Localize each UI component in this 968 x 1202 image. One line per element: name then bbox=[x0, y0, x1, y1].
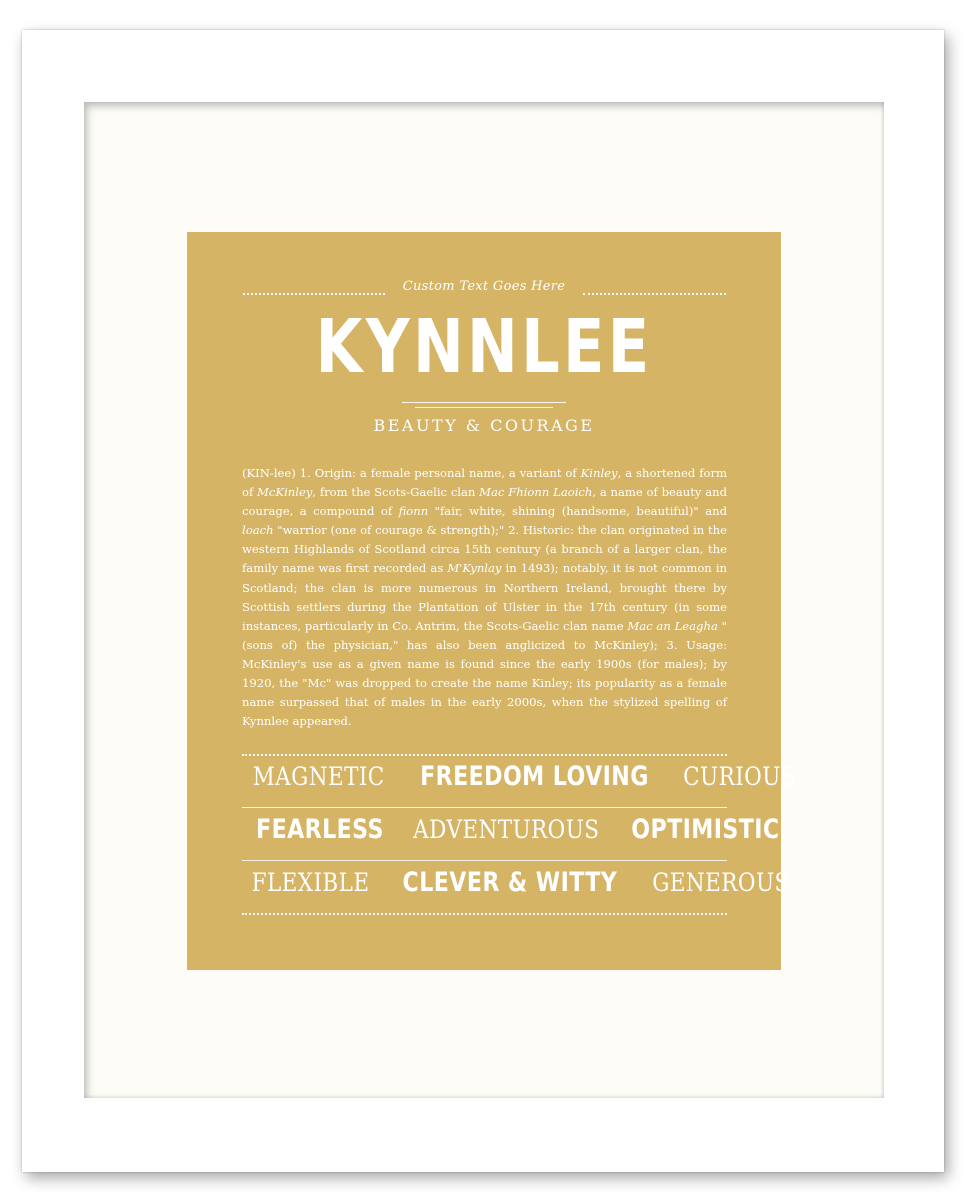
definition-italic-term: Mac an Leagha bbox=[627, 618, 718, 633]
trait-word: CURIOUS bbox=[683, 762, 797, 791]
trait-row bbox=[242, 867, 790, 907]
dotted-divider-traits-bottom bbox=[242, 913, 727, 915]
definition-text: (KIN-lee) 1. Origin: a female personal name, a variant of bbox=[242, 466, 581, 480]
title-rule-top bbox=[402, 402, 566, 403]
frame-mat bbox=[84, 102, 884, 1098]
definition-italic-term: Mac Fhionn Laoich bbox=[479, 485, 593, 500]
trait-row-rule bbox=[242, 860, 727, 861]
definition-italic-term: fionn bbox=[398, 504, 429, 519]
definition-text: , a shortened form of bbox=[242, 466, 727, 500]
definition-text: "(sons of) the physician," has also been anglicized to McKinley); 3. Usage: McKinley's use as a given name is found since the early 1900s (for males); by 1920, the "Mc" was dropped to create the name Kinley; its popularity as a female name surpassed that of males in the early 2000s, when the stylized spelling of Kynnlee appeared. bbox=[242, 618, 727, 729]
trait-row bbox=[242, 761, 797, 801]
name-title: KYNNLEE bbox=[315, 304, 653, 390]
title-rule-bottom bbox=[415, 407, 553, 408]
definition-text: "fair, white, shining (handsome, beautiful)" and bbox=[428, 504, 727, 519]
trait-word: CLEVER & WITTY bbox=[402, 867, 618, 898]
definition-italic-term: McKinley bbox=[257, 485, 313, 500]
name-definition bbox=[242, 464, 727, 731]
definition-italic-term: loach bbox=[242, 523, 274, 538]
trait-row-rule bbox=[242, 807, 727, 808]
trait-row bbox=[242, 814, 780, 854]
definition-text: , from the Scots-Gaelic clan bbox=[312, 485, 480, 500]
trait-word: ADVENTUROUS bbox=[413, 815, 600, 844]
dotted-divider-traits-top bbox=[242, 754, 727, 756]
trait-word: MAGNETIC bbox=[252, 762, 385, 791]
definition-italic-term: Kinley bbox=[580, 466, 618, 480]
name-meaning: BEAUTY & COURAGE bbox=[373, 416, 595, 435]
definition-text: , a name of beauty and courage, a compound of bbox=[242, 485, 728, 519]
trait-word: GENEROUS bbox=[652, 868, 790, 897]
picture-frame bbox=[22, 30, 944, 1172]
definition-text: in 1493); notably, it is not common in Scotland; the clan is more numerous in Northern Ireland, brought there by Scottish settlers during the Plantation of Ulster in the 17th century (in some instances, particularly in Co. Antrim, the Scots-Gaelic clan name bbox=[242, 561, 727, 633]
trait-word: FEARLESS bbox=[256, 814, 384, 845]
name-print bbox=[187, 232, 797, 970]
trait-word: OPTIMISTIC bbox=[630, 814, 780, 845]
definition-italic-term: M'Kynlay bbox=[447, 561, 502, 576]
custom-text: Custom Text Goes Here bbox=[402, 279, 566, 294]
trait-word: FREEDOM LOVING bbox=[420, 761, 650, 792]
trait-word: FLEXIBLE bbox=[251, 868, 370, 897]
definition-text: "warrior (one of courage & strength);" 2. Historic: the clan originated in the western Highlands of Scotland circa 15th century (a branch of a larger clan, the family name was first recorded as bbox=[242, 523, 727, 576]
